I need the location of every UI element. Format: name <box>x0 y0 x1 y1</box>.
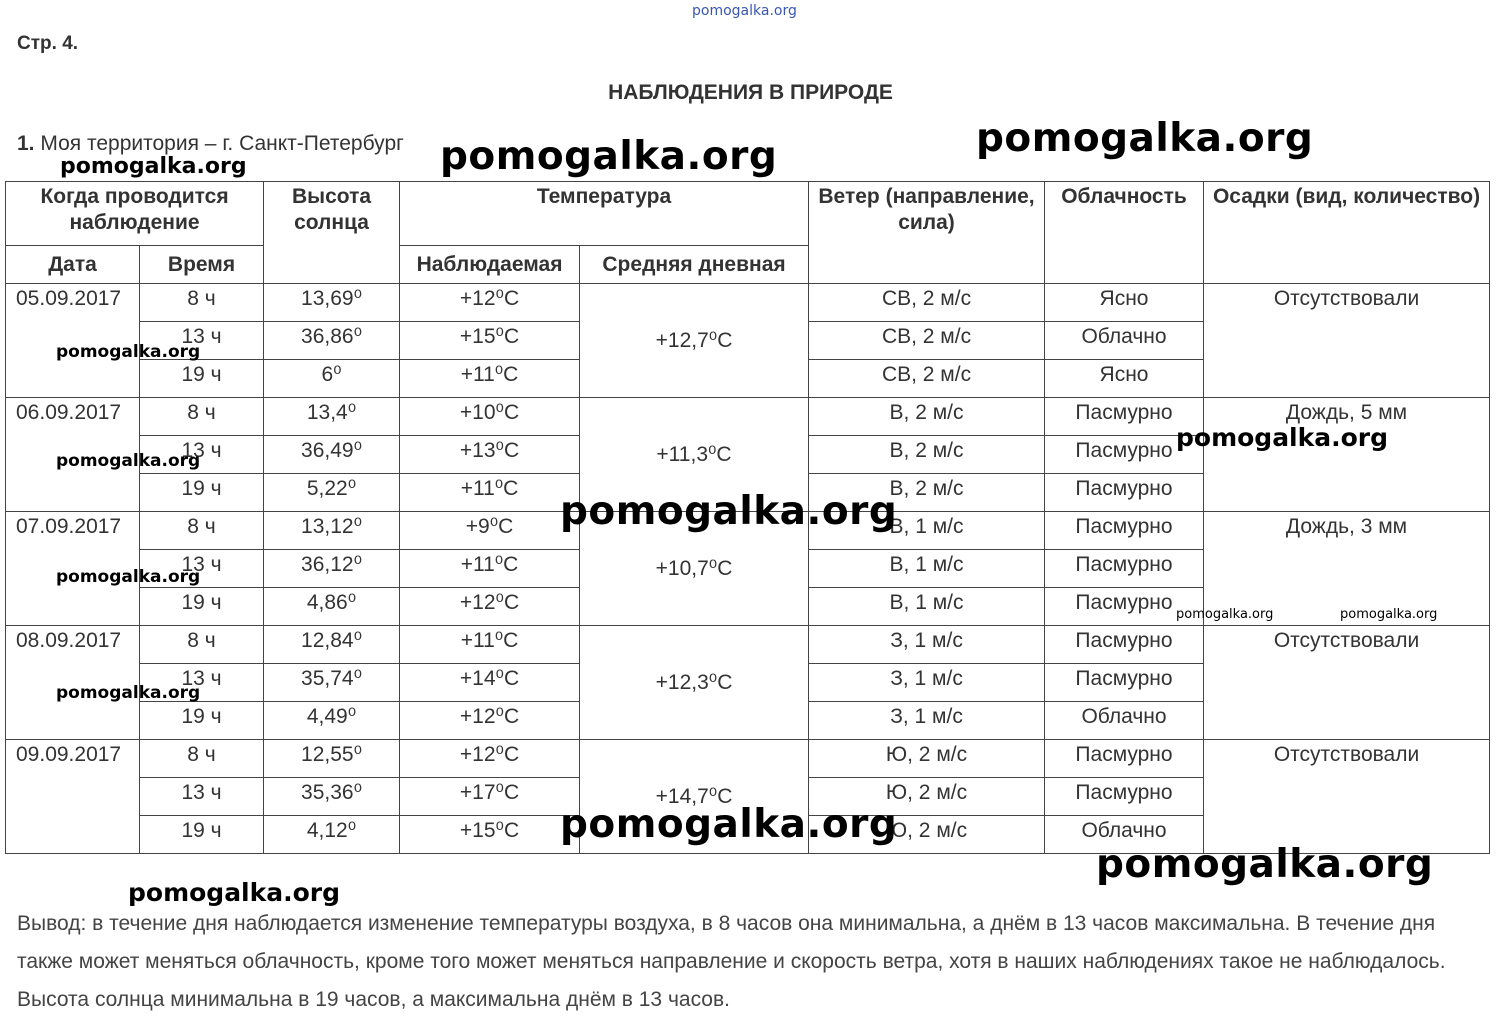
temp-cell: +15⁰С <box>400 322 580 360</box>
cloud-cell: Облачно <box>1045 816 1204 854</box>
temp-cell: +11⁰С <box>400 626 580 664</box>
watermark: pomogalka.org <box>56 342 201 362</box>
header-avg-daily: Средняя дневная <box>580 246 809 284</box>
avg-temp-cell: +12,7⁰С <box>580 284 809 398</box>
avg-temp-cell: +11,3⁰С <box>580 398 809 512</box>
temp-cell: +15⁰С <box>400 816 580 854</box>
wind-cell: В, 2 м/с <box>809 474 1045 512</box>
avg-temp-cell: +10,7⁰С <box>580 512 809 626</box>
watermark: pomogalka.org <box>56 451 201 471</box>
precip-cell: Отсутствовали <box>1204 740 1490 854</box>
temp-cell: +12⁰С <box>400 284 580 322</box>
sun-cell: 35,36⁰ <box>264 778 400 816</box>
sun-cell: 36,49⁰ <box>264 436 400 474</box>
wind-cell: СВ, 2 м/с <box>809 360 1045 398</box>
watermark: pomogalka.org <box>1176 423 1389 452</box>
sun-cell: 13,12⁰ <box>264 512 400 550</box>
cloud-cell: Пасмурно <box>1045 588 1204 626</box>
watermark: pomogalka.org <box>56 567 201 587</box>
cloud-cell: Пасмурно <box>1045 664 1204 702</box>
temp-cell: +11⁰С <box>400 360 580 398</box>
sun-cell: 36,12⁰ <box>264 550 400 588</box>
territory-text: Моя территория – г. Санкт-Петербург <box>40 132 404 155</box>
temp-cell: +10⁰С <box>400 398 580 436</box>
time-cell: 8 ч <box>140 398 264 436</box>
watermark: pomogalka.org <box>56 683 201 703</box>
temp-cell: +12⁰С <box>400 588 580 626</box>
time-cell: 19 ч <box>140 474 264 512</box>
wind-cell: В, 2 м/с <box>809 398 1045 436</box>
watermark: pomogalka.org <box>128 878 341 907</box>
sun-cell: 13,69⁰ <box>264 284 400 322</box>
temp-cell: +11⁰С <box>400 550 580 588</box>
header-date: Дата <box>6 246 140 284</box>
wind-cell: В, 1 м/с <box>809 588 1045 626</box>
time-cell: 13 ч <box>140 664 264 702</box>
date-cell: 09.09.2017 <box>6 740 140 854</box>
sun-cell: 36,86⁰ <box>264 322 400 360</box>
precip-cell: Отсутствовали <box>1204 626 1490 740</box>
date-cell: 07.09.2017 <box>6 512 140 626</box>
time-cell: 19 ч <box>140 360 264 398</box>
header-observed: Наблюдаемая <box>400 246 580 284</box>
sun-cell: 4,86⁰ <box>264 588 400 626</box>
watermark: pomogalka.org <box>560 802 898 847</box>
date-cell: 06.09.2017 <box>6 398 140 512</box>
temp-cell: +11⁰С <box>400 474 580 512</box>
sun-cell: 6⁰ <box>264 360 400 398</box>
sun-cell: 13,4⁰ <box>264 398 400 436</box>
precip-cell: Дождь, 5 мм <box>1204 398 1490 512</box>
cloud-cell: Пасмурно <box>1045 740 1204 778</box>
watermark: pomogalka.org <box>1176 607 1274 622</box>
table-row <box>6 284 1490 322</box>
page-title: НАБЛЮДЕНИЯ В ПРИРОДЕ <box>608 81 893 104</box>
date-cell: 05.09.2017 <box>6 284 140 398</box>
temp-cell: +12⁰С <box>400 702 580 740</box>
cloud-cell: Ясно <box>1045 284 1204 322</box>
time-cell: 8 ч <box>140 512 264 550</box>
cloud-cell: Пасмурно <box>1045 778 1204 816</box>
sun-cell: 12,55⁰ <box>264 740 400 778</box>
sun-cell: 4,49⁰ <box>264 702 400 740</box>
page-reference: Стр. 4. <box>17 33 79 54</box>
watermark: pomogalka.org <box>1096 842 1434 887</box>
sun-cell: 4,12⁰ <box>264 816 400 854</box>
time-cell: 13 ч <box>140 322 264 360</box>
precip-cell: Дождь, 3 мм <box>1204 512 1490 626</box>
wind-cell: З, 1 м/с <box>809 664 1045 702</box>
time-cell: 8 ч <box>140 626 264 664</box>
cloud-cell: Ясно <box>1045 360 1204 398</box>
watermark: pomogalka.org <box>560 489 898 534</box>
wind-cell: СВ, 2 м/с <box>809 322 1045 360</box>
time-cell: 19 ч <box>140 588 264 626</box>
header-cloudiness: Облачность <box>1045 182 1204 284</box>
cloud-cell: Пасмурно <box>1045 436 1204 474</box>
time-cell: 19 ч <box>140 702 264 740</box>
temp-cell: +12⁰С <box>400 740 580 778</box>
territory-line <box>17 132 404 156</box>
time-cell: 8 ч <box>140 740 264 778</box>
table-row <box>6 740 1490 778</box>
sun-cell: 5,22⁰ <box>264 474 400 512</box>
top-watermark: pomogalka.org <box>692 3 797 19</box>
sun-cell: 35,74⁰ <box>264 664 400 702</box>
cloud-cell: Пасмурно <box>1045 626 1204 664</box>
task-number: 1. <box>17 132 35 155</box>
temp-cell: +9⁰С <box>400 512 580 550</box>
cloud-cell: Пасмурно <box>1045 550 1204 588</box>
header-time: Время <box>140 246 264 284</box>
header-sun-height: Высота солнца <box>264 182 400 284</box>
wind-cell: Ю, 2 м/с <box>809 778 1045 816</box>
wind-cell: СВ, 2 м/с <box>809 284 1045 322</box>
cloud-cell: Пасмурно <box>1045 398 1204 436</box>
cloud-cell: Облачно <box>1045 322 1204 360</box>
avg-temp-cell: +14,7⁰С <box>580 740 809 854</box>
wind-cell: Ю, 2 м/с <box>809 816 1045 854</box>
time-cell: 13 ч <box>140 778 264 816</box>
sun-cell: 12,84⁰ <box>264 626 400 664</box>
cloud-cell: Пасмурно <box>1045 474 1204 512</box>
avg-temp-cell: +12,3⁰С <box>580 626 809 740</box>
temp-cell: +17⁰С <box>400 778 580 816</box>
wind-cell: Ю, 2 м/с <box>809 740 1045 778</box>
date-cell: 08.09.2017 <box>6 626 140 740</box>
wind-cell: В, 2 м/с <box>809 436 1045 474</box>
watermark: pomogalka.org <box>976 116 1314 161</box>
header-wind: Ветер (направление, сила) <box>809 182 1045 284</box>
time-cell: 8 ч <box>140 284 264 322</box>
wind-cell: В, 1 м/с <box>809 512 1045 550</box>
cloud-cell: Пасмурно <box>1045 512 1204 550</box>
cloud-cell: Облачно <box>1045 702 1204 740</box>
watermark: pomogalka.org <box>440 134 778 179</box>
precip-cell: Отсутствовали <box>1204 284 1490 398</box>
time-cell: 13 ч <box>140 550 264 588</box>
conclusion-text: Вывод: в течение дня наблюдается изменение температуры воздуха, в 8 часов она минимальна, а днём в 13 часов максимальна. В течение дня также может меняться облачность, кроме того может меняться направление и скорость ветра, хотя в наших наблюдениях такое не наблюдалось. Высота солнца минимальна в 19 часов, а максимальна днём в 13 часов. <box>17 912 1446 1011</box>
header-temperature: Температура <box>400 182 809 246</box>
header-when: Когда проводится наблюдение <box>6 182 264 246</box>
temp-cell: +14⁰С <box>400 664 580 702</box>
time-cell: 19 ч <box>140 816 264 854</box>
wind-cell: В, 1 м/с <box>809 550 1045 588</box>
wind-cell: З, 1 м/с <box>809 626 1045 664</box>
temp-cell: +13⁰С <box>400 436 580 474</box>
watermark: pomogalka.org <box>1340 607 1438 622</box>
header-precipitation: Осадки (вид, количество) <box>1204 182 1490 284</box>
wind-cell: З, 1 м/с <box>809 702 1045 740</box>
time-cell: 13 ч <box>140 436 264 474</box>
watermark: pomogalka.org <box>60 154 247 179</box>
table-row <box>6 626 1490 664</box>
